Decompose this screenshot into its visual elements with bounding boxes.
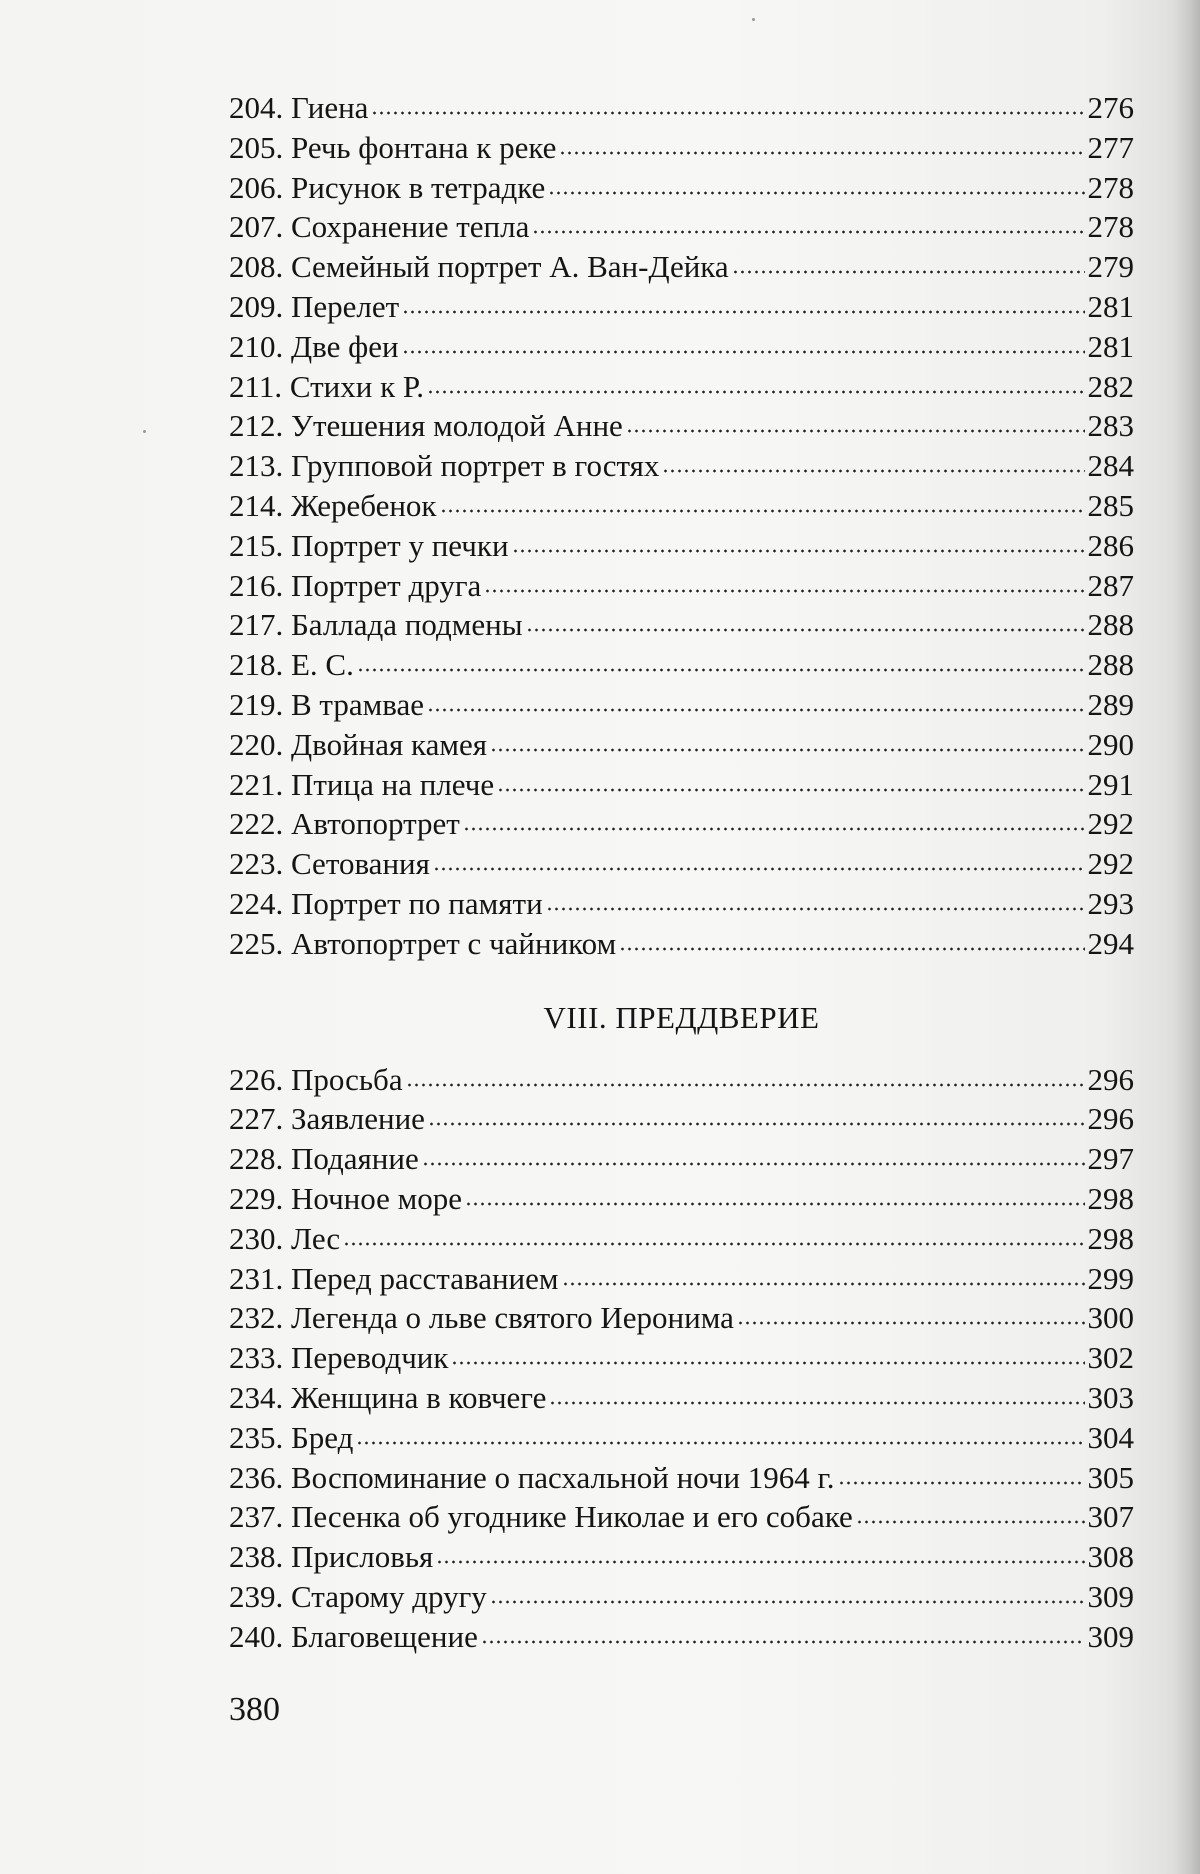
- toc-entry-title: 236. Воспоминание о пасхальной ночи 1964 г.: [229, 1459, 835, 1495]
- toc-entry: [229, 1378, 1134, 1418]
- toc-entry-page: 300: [1087, 1300, 1134, 1336]
- toc-entry-page: 288: [1087, 647, 1134, 683]
- toc-entry: [229, 844, 1134, 884]
- toc-entry-page: 282: [1087, 368, 1134, 404]
- toc-entry: [229, 1338, 1134, 1378]
- dot-leader: [402, 307, 1084, 315]
- toc-entry-page: 308: [1087, 1539, 1134, 1575]
- toc-entry: [229, 1577, 1134, 1617]
- dot-leader: [343, 1239, 1084, 1247]
- toc-entry-title: 234. Женщина в ковчеге: [229, 1379, 547, 1415]
- toc-entry-page: 281: [1087, 328, 1134, 364]
- toc-entry-title: 207. Сохранение тепла: [229, 209, 530, 245]
- dot-leader: [427, 387, 1084, 395]
- dot-leader: [433, 864, 1085, 872]
- dot-leader: [626, 426, 1085, 434]
- toc-entry: [229, 367, 1134, 407]
- toc-entry-page: 296: [1087, 1061, 1134, 1097]
- toc-entry-title: 212. Утешения молодой Анне: [229, 408, 623, 444]
- toc-entry: [229, 287, 1134, 327]
- dot-leader: [463, 824, 1085, 832]
- toc-entry-title: 240. Благовещение: [229, 1618, 478, 1654]
- toc-entry-page: 290: [1087, 726, 1134, 762]
- toc-entry: [229, 605, 1134, 645]
- toc-entry-page: 303: [1087, 1379, 1134, 1415]
- dot-leader: [465, 1199, 1084, 1207]
- toc-entry-page: 296: [1087, 1101, 1134, 1137]
- dot-leader: [402, 347, 1085, 355]
- toc-entry-title: 239. Старому другу: [229, 1578, 487, 1614]
- toc-entry-page: 276: [1087, 90, 1134, 125]
- dot-leader: [497, 785, 1084, 793]
- toc-entry: [229, 1139, 1134, 1179]
- dot-leader: [737, 1318, 1085, 1326]
- toc-entry: [229, 1458, 1134, 1498]
- toc-entry: [229, 486, 1134, 526]
- toc-section: [229, 1060, 1134, 1657]
- toc-entry-page: 287: [1087, 567, 1134, 603]
- dot-leader: [732, 267, 1085, 275]
- toc-entry-title: 235. Бред: [229, 1419, 354, 1455]
- dot-leader: [451, 1358, 1084, 1366]
- toc-entry: [229, 804, 1134, 844]
- toc-entry-page: 309: [1087, 1618, 1134, 1654]
- toc-entry-page: 277: [1087, 129, 1134, 165]
- toc-entry: [229, 1179, 1134, 1219]
- toc-entry-title: 221. Птица на плече: [229, 766, 495, 802]
- dot-leader: [436, 1557, 1084, 1565]
- toc-entry: [229, 725, 1134, 765]
- toc-entry-title: 214. Жеребенок: [229, 487, 437, 523]
- toc-entry-title: 233. Переводчик: [229, 1340, 449, 1376]
- dot-leader: [484, 586, 1084, 594]
- toc-entry-page: 294: [1087, 925, 1134, 961]
- toc-entry: [229, 1060, 1134, 1100]
- toc-entry: [229, 1259, 1134, 1299]
- toc-entry-page: 299: [1087, 1260, 1134, 1296]
- toc-entry-title: 230. Лес: [229, 1220, 341, 1256]
- toc-entry-title: 232. Легенда о льве святого Иеронима: [229, 1300, 734, 1336]
- toc-entry-title: 224. Портрет по памяти: [229, 885, 543, 921]
- toc-entry-title: 216. Портрет друга: [229, 567, 482, 603]
- toc-entry-page: 292: [1087, 846, 1134, 882]
- dot-leader: [546, 904, 1085, 912]
- toc-entry: [229, 645, 1134, 685]
- dot-leader: [856, 1517, 1085, 1525]
- toc-entry-title: 231. Перед расставанием: [229, 1260, 559, 1296]
- toc-entry: [229, 1497, 1134, 1537]
- toc-entry-title: 228. Подаяние: [229, 1141, 419, 1177]
- toc-entry-page: 293: [1087, 885, 1134, 921]
- dust-speck: [752, 18, 755, 21]
- toc-entry: [229, 566, 1134, 606]
- toc-entry-page: 279: [1087, 249, 1134, 285]
- toc-entry-page: 286: [1087, 527, 1134, 563]
- toc-entry-page: 278: [1087, 209, 1134, 245]
- toc-entry-page: 309: [1087, 1578, 1134, 1614]
- toc-entry-title: 211. Стихи к Р.: [229, 368, 425, 404]
- toc-entry-page: 298: [1087, 1180, 1134, 1216]
- toc-entry-title: 209. Перелет: [229, 288, 400, 324]
- toc-entry: [229, 924, 1134, 964]
- toc-entry-page: 284: [1087, 448, 1134, 484]
- dot-leader: [406, 1080, 1085, 1088]
- toc-entry: [229, 327, 1134, 367]
- toc-entry-page: 292: [1087, 806, 1134, 842]
- toc-entry: [229, 526, 1134, 566]
- toc-entry: [229, 1537, 1134, 1577]
- toc-entry-title: 223. Сетования: [229, 846, 430, 882]
- dot-leader: [490, 1597, 1085, 1605]
- dot-leader: [619, 944, 1084, 952]
- dot-leader: [662, 466, 1084, 474]
- toc-entry-page: 302: [1087, 1340, 1134, 1376]
- dust-speck: [143, 430, 146, 433]
- toc-entry-title: 204. Гиена: [229, 90, 369, 125]
- toc-entry: [229, 1219, 1134, 1259]
- toc-entry-title: 219. В трамвае: [229, 686, 424, 722]
- toc-entry-page: 291: [1087, 766, 1134, 802]
- table-of-contents: [229, 88, 1134, 1656]
- toc-entry: [229, 406, 1134, 446]
- toc-entry-page: 305: [1087, 1459, 1134, 1495]
- dot-leader: [422, 1159, 1085, 1167]
- toc-entry-title: 210. Две феи: [229, 328, 399, 364]
- toc-entry-page: 304: [1087, 1419, 1134, 1455]
- dot-leader: [356, 1438, 1084, 1446]
- section-heading: VIII. ПРЕДДВЕРИЕ: [543, 999, 820, 1035]
- toc-entry: [229, 446, 1134, 486]
- toc-entry-page: 298: [1087, 1220, 1134, 1256]
- toc-entry-title: 217. Баллада подмены: [229, 607, 523, 643]
- toc-entry-page: 283: [1087, 408, 1134, 444]
- dot-leader: [526, 625, 1085, 633]
- toc-entry-title: 237. Песенка об угоднике Николае и его собаке: [229, 1499, 853, 1535]
- dot-leader: [357, 665, 1085, 673]
- toc-entry-page: 288: [1087, 607, 1134, 643]
- toc-entry-page: 289: [1087, 686, 1134, 722]
- toc-entry-title: 205. Речь фонтана к реке: [229, 129, 557, 165]
- toc-entry-page: 281: [1087, 288, 1134, 324]
- toc-entry-title: 227. Заявление: [229, 1101, 425, 1137]
- toc-entry-title: 218. Е. С.: [229, 647, 354, 683]
- toc-entry-title: 213. Групповой портрет в гостях: [229, 448, 660, 484]
- toc-entry: [229, 1099, 1134, 1139]
- dot-leader: [532, 227, 1084, 235]
- toc-entry: [229, 207, 1134, 247]
- dot-leader: [838, 1478, 1085, 1486]
- toc-entry-page: 285: [1087, 487, 1134, 523]
- toc-entry: [229, 168, 1134, 208]
- toc-entry-title: 215. Портрет у печки: [229, 527, 509, 563]
- toc-entry-title: 238. Присловья: [229, 1539, 434, 1575]
- toc-entry: [229, 884, 1134, 924]
- toc-entry-title: 220. Двойная камея: [229, 726, 488, 762]
- page-number: 380: [229, 1691, 280, 1728]
- toc-entry: [229, 1617, 1134, 1657]
- toc-entry-title: 208. Семейный портрет А. Ван-Дейка: [229, 249, 729, 285]
- toc-entry: [229, 88, 1134, 128]
- page-edge-shadow: [1174, 0, 1200, 1874]
- toc-entry: [229, 247, 1134, 287]
- dot-leader: [512, 546, 1085, 554]
- toc-section: [229, 88, 1134, 964]
- toc-entry: [229, 128, 1134, 168]
- toc-entry-title: 206. Рисунок в тетрадке: [229, 169, 546, 205]
- dot-leader: [559, 148, 1084, 156]
- toc-entry: [229, 1298, 1134, 1338]
- dot-leader: [490, 745, 1084, 753]
- dot-leader: [427, 705, 1085, 713]
- toc-entry: [229, 765, 1134, 805]
- dot-leader: [371, 108, 1084, 116]
- toc-entry-page: 307: [1087, 1499, 1134, 1535]
- dot-leader: [548, 188, 1084, 196]
- dot-leader: [440, 506, 1085, 514]
- toc-entry-page: 297: [1087, 1141, 1134, 1177]
- toc-entry-title: 226. Просьба: [229, 1061, 403, 1097]
- toc-entry-title: 229. Ночное море: [229, 1180, 463, 1216]
- toc-entry-title: 225. Автопортрет с чайником: [229, 925, 617, 961]
- dot-leader: [481, 1637, 1085, 1645]
- toc-entry-title: 222. Автопортрет: [229, 806, 460, 842]
- dot-leader: [562, 1279, 1085, 1287]
- dot-leader: [428, 1119, 1085, 1127]
- toc-entry-page: 278: [1087, 169, 1134, 205]
- toc-entry: [229, 685, 1134, 725]
- dot-leader: [549, 1398, 1084, 1406]
- toc-entry: [229, 1418, 1134, 1458]
